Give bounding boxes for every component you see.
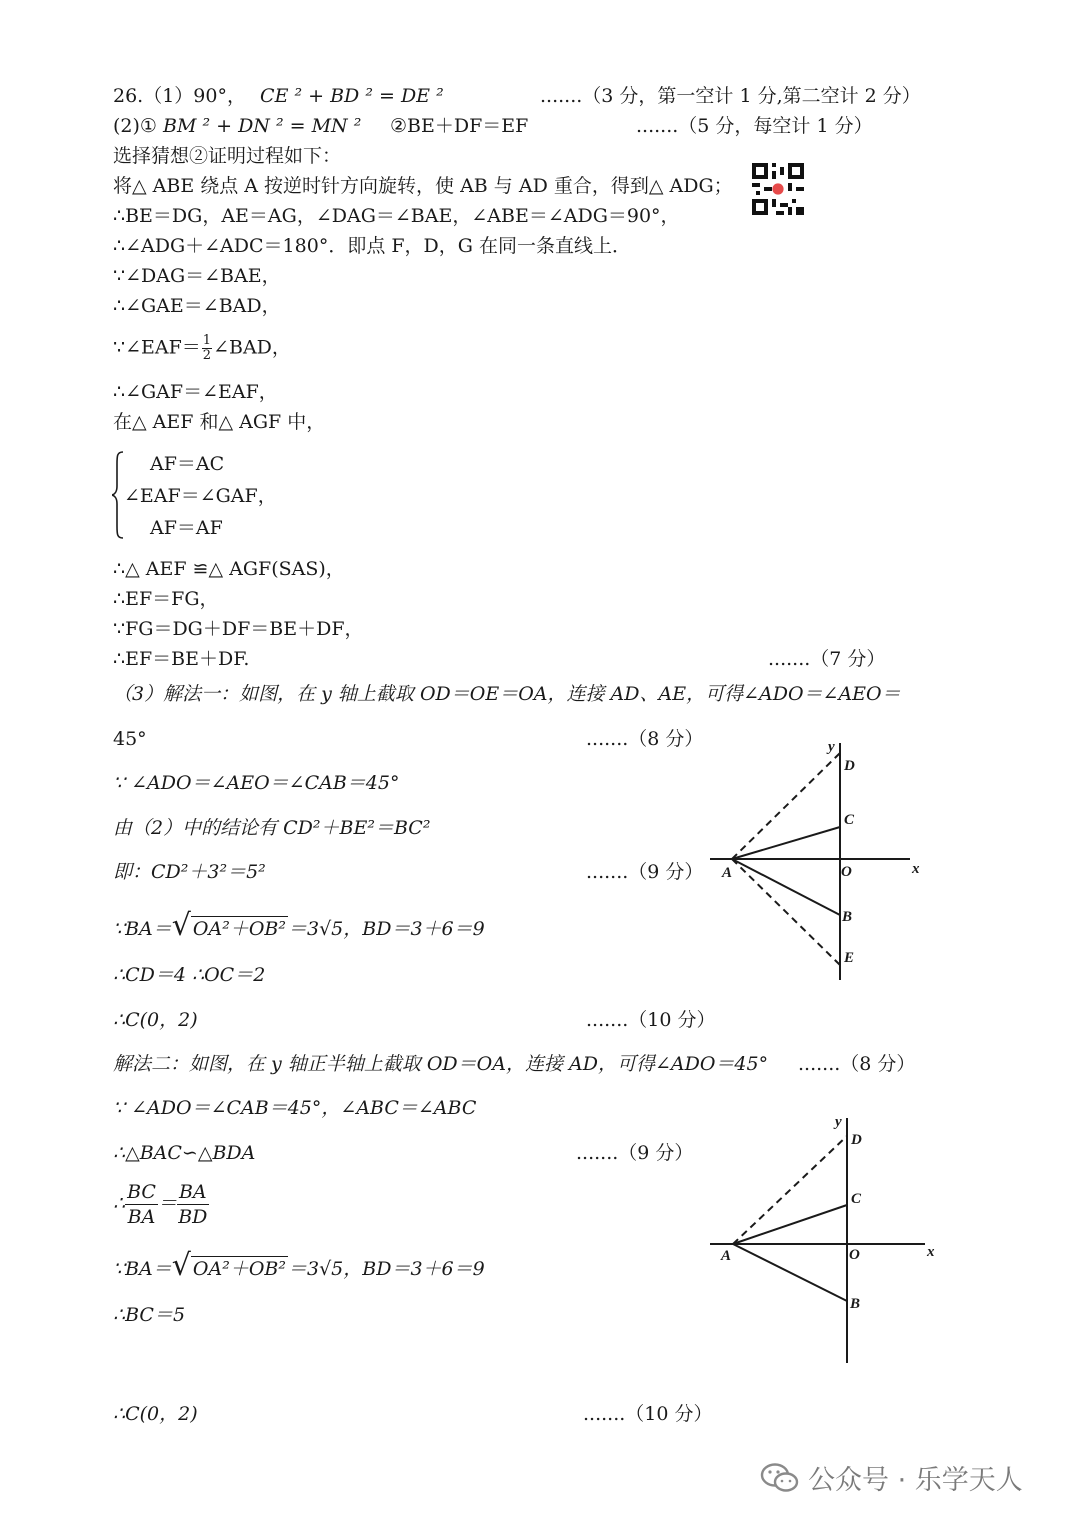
proof-step: ∴∠ADG＋∠ADC＝180°．即点 F，D，G 在同一条直线上． xyxy=(113,235,631,257)
proof-step: ∴∠GAE＝∠BAD， xyxy=(113,295,281,317)
proof-step: 在△ AEF 和△ AGF 中， xyxy=(113,411,326,433)
math-text: ＝3√5，BD＝3＋6＝9 xyxy=(287,918,485,940)
label-d: D xyxy=(851,1132,862,1148)
label-e: E xyxy=(844,950,855,966)
math-text: ＝3√5，BD＝3＋6＝9 xyxy=(287,1258,485,1280)
proof-score: .......（7 分） xyxy=(768,648,886,670)
math-text: ∵BA＝ xyxy=(113,918,172,940)
proof-step-half-angle xyxy=(113,334,291,363)
method1-line: ∴C(0，2) xyxy=(113,1009,198,1031)
proof-step: ∵∠DAG＝∠BAE， xyxy=(113,265,281,287)
segment-ab xyxy=(732,859,840,915)
segment-ab xyxy=(733,1244,847,1301)
method1-line: ∵ ∠ADO＝∠AEO＝∠CAB＝45° xyxy=(113,772,400,794)
math-text: ＝ xyxy=(157,1192,177,1215)
label-y: y xyxy=(835,1114,842,1130)
proof-step: 将△ ABE 绕点 A 按逆时针方向旋转，使 AB 与 AD 重合，得到△ ADG； xyxy=(113,175,733,197)
method2-line: 解法二：如图，在 y 轴正半轴上截取 OD＝OA，连接 AD，可得∠ADO＝45° xyxy=(113,1053,769,1075)
proof-step: ∴△ AEF ≌△ AGF(SAS)， xyxy=(113,558,345,580)
label-a: A xyxy=(721,1248,732,1264)
proof-step: ∴EF＝FG， xyxy=(113,588,219,610)
label-d: D xyxy=(844,758,855,774)
proof-text: ∵∠EAF＝ xyxy=(113,336,201,359)
label-c: C xyxy=(851,1191,862,1207)
q26-part2-prefix: (2)① xyxy=(113,115,157,137)
fraction-ba-bd xyxy=(177,1180,209,1229)
proof-step: ∴∠GAF＝∠EAF， xyxy=(113,381,278,403)
figure-method1 xyxy=(700,735,940,985)
proof-text: ∠BAD， xyxy=(213,336,291,359)
q26-part2-formula: BM ² + DN ² = MN ² xyxy=(163,115,362,137)
q26-part2-line xyxy=(113,114,361,138)
proof-step: ∵FG＝DG＋DF＝BE＋DF， xyxy=(113,618,364,640)
fraction-numerator: BC xyxy=(127,1181,156,1203)
figure-method2 xyxy=(700,1108,945,1368)
method2-ratio-line xyxy=(113,1180,209,1229)
fraction-one-half xyxy=(202,334,212,363)
qr-code-icon xyxy=(752,163,804,215)
segment-ac xyxy=(732,827,840,859)
q26-part1-line xyxy=(113,84,444,108)
method2-score: .......（8 分） xyxy=(798,1053,916,1075)
method1-score: .......（9 分） xyxy=(586,861,704,883)
label-c: C xyxy=(844,812,855,828)
method1-score: .......（10 分） xyxy=(586,1009,716,1031)
label-b: B xyxy=(842,909,853,925)
q26-part2-score: .......（5 分，每空计 1 分） xyxy=(636,115,873,137)
fraction-bc-ba xyxy=(125,1180,158,1229)
method2-ba-line: ∵BA＝√ OA²＋OB² ＝3√5，BD＝3＋6＝9 xyxy=(113,1248,485,1283)
sqrt-radicand: OA²＋OB² xyxy=(192,918,286,940)
method2-score: .......（9 分） xyxy=(576,1142,694,1164)
method2-line: ∴△BAC∽△BDA xyxy=(113,1142,256,1164)
math-text: ∵BA＝ xyxy=(113,1258,172,1280)
q26-part1-score: .......（3 分，第一空计 1 分,第二空计 2 分） xyxy=(540,85,921,107)
system-line: ∠EAF＝∠GAF， xyxy=(124,485,277,507)
method1-line: 45° xyxy=(113,728,147,750)
label-b: B xyxy=(850,1296,861,1312)
math-text: ∴ xyxy=(113,1192,126,1215)
label-o: O xyxy=(841,864,852,880)
method1-line: （3）解法一：如图，在 y 轴上截取 OD＝OE＝OA，连接 AD、AE，可得∠ADO＝∠AEO＝ xyxy=(113,683,901,705)
system-brace xyxy=(112,450,124,540)
watermark xyxy=(760,1458,1023,1497)
proof-intro: 选择猜想②证明过程如下： xyxy=(113,145,342,167)
label-o: O xyxy=(849,1247,860,1263)
label-x: x xyxy=(927,1244,935,1260)
label-x: x xyxy=(912,861,920,877)
method1-line: 即：CD²＋3²＝5² xyxy=(113,861,266,883)
fraction-denominator: BD xyxy=(178,1206,208,1228)
fraction-denominator: BA xyxy=(127,1206,156,1228)
proof-step: ∴EF＝BE＋DF. xyxy=(113,648,250,670)
label-a: A xyxy=(722,865,733,881)
wechat-icon xyxy=(760,1461,800,1495)
sqrt-radicand: OA²＋OB² xyxy=(192,1258,286,1280)
method1-ba-line: ∵BA＝√ OA²＋OB² ＝3√5，BD＝3＋6＝9 xyxy=(113,908,485,943)
watermark-text: 公众号 · 乐学天人 xyxy=(808,1465,1023,1496)
label-y: y xyxy=(828,739,835,755)
method2-line: ∵ ∠ADO＝∠CAB＝45°，∠ABC＝∠ABC xyxy=(113,1097,477,1119)
fraction-denominator: 2 xyxy=(202,348,212,363)
q26-part1-prefix: 26.（1）90°， xyxy=(113,85,246,107)
q26-part1-formula: CE ² + BD ² = DE ² xyxy=(260,85,444,107)
method1-line: ∴CD＝4 ∴OC＝2 xyxy=(113,964,266,986)
segment-ac xyxy=(733,1205,847,1244)
system-line: AF＝AF xyxy=(150,517,223,539)
q26-part2-answer: ②BE＋DF＝EF xyxy=(390,115,529,137)
fraction-numerator: 1 xyxy=(202,333,212,348)
fraction-numerator: BA xyxy=(178,1181,207,1203)
segment-ae-dashed xyxy=(732,859,840,965)
method2-line: ∴C(0，2) xyxy=(113,1403,198,1425)
method1-line: 由（2）中的结论有 CD²＋BE²＝BC² xyxy=(113,817,431,839)
proof-step: ∴BE＝DG，AE＝AG，∠DAG＝∠BAE，∠ABE＝∠ADG＝90°， xyxy=(113,205,680,227)
method1-score: .......（8 分） xyxy=(586,728,704,750)
system-line: AF＝AC xyxy=(150,453,225,475)
method2-line: ∴BC＝5 xyxy=(113,1304,186,1326)
segment-ad-dashed xyxy=(733,1136,847,1244)
method2-score: .......（10 分） xyxy=(583,1403,713,1425)
